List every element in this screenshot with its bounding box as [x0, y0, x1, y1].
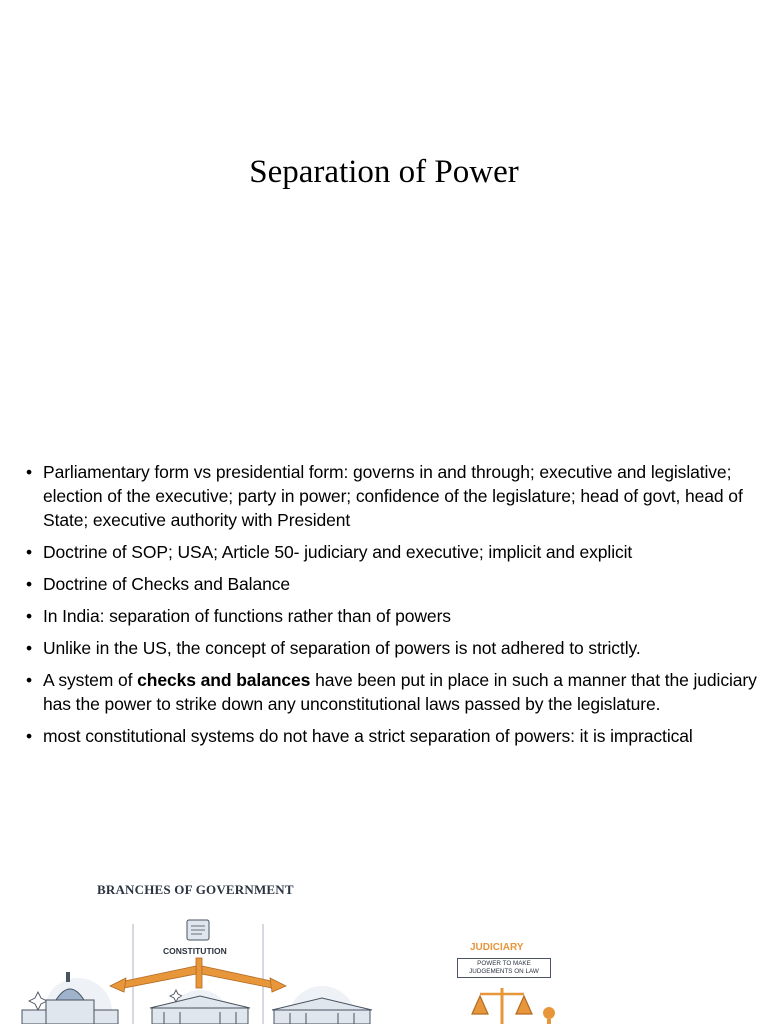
judiciary-label: JUDICIARY: [470, 942, 524, 953]
courthouse-icon: [150, 990, 250, 1024]
bullet-text: Doctrine of SOP; USA; Article 50- judiciary and executive; implicit and explicit: [43, 542, 633, 562]
building-icon: [22, 972, 118, 1024]
bullet-item: [26, 572, 766, 596]
illustration-heading: BRANCHES OF GOVERNMENT: [97, 882, 294, 897]
bullet-item: [26, 668, 766, 716]
bullet-text: In India: separation of functions rather than of powers: [43, 606, 451, 626]
bullet-list: [26, 460, 766, 756]
scroll-icon: [187, 920, 209, 940]
bullet-item: [26, 724, 766, 748]
slide-title: Separation of Power: [249, 154, 519, 190]
constitution-label: CONSTITUTION: [163, 946, 227, 956]
building-icon: [272, 986, 372, 1024]
bullet-text: Unlike in the US, the concept of separation of powers is not adhered to strictly.: [43, 638, 641, 658]
branches-illustration: [0, 870, 768, 1024]
bullet-item: [26, 540, 766, 564]
bullet-text: most constitutional systems do not have a strict separation of powers: it is impractical: [43, 726, 693, 746]
bullet-text: Parliamentary form vs presidential form: governs in and through; executive and legislative; election of the executive; party in power; confidence of the legislature; head of govt, head of State; executive authority with President: [43, 462, 743, 530]
bullet-text-bold: checks and balances: [137, 670, 311, 690]
bullet-item: [26, 636, 766, 660]
bullet-item: [26, 460, 766, 532]
bullet-text: Doctrine of Checks and Balance: [43, 574, 290, 594]
scales-icon: [472, 988, 555, 1024]
bullet-item: [26, 604, 766, 628]
judiciary-caption: POWER TO MAKE JUDGEMENTS ON LAW: [457, 958, 551, 978]
bullet-text-after: have been put in place in such a manner that the judiciary has the power to strike down any unconstitutional laws passed by the legislature.: [43, 670, 757, 714]
bullet-text-before: A system of: [43, 670, 138, 690]
arrow-icon: [110, 958, 286, 992]
